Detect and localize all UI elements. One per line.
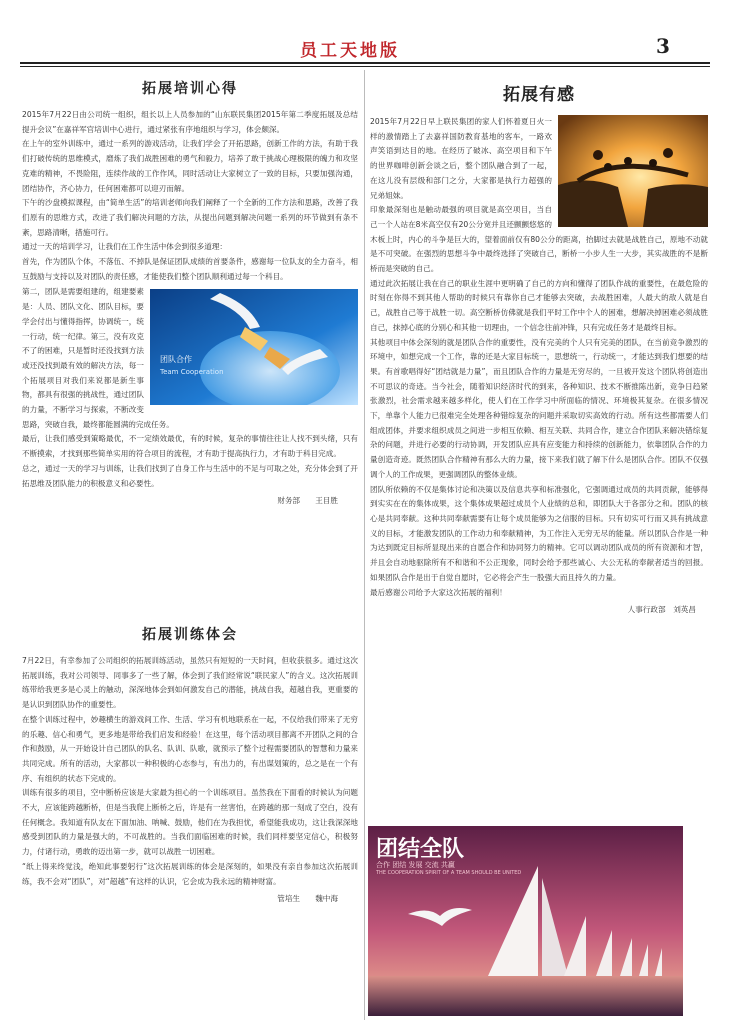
article-tuozhan-yougan bbox=[370, 78, 708, 615]
author-signature: 管培生 魏中海 bbox=[277, 894, 338, 904]
article-tuozhan-xunlian bbox=[22, 620, 358, 904]
paragraph: 7月22日，有幸参加了公司组织的拓展训练活动，虽然只有短短的一天时间，但收获很多。通过这次拓展训练，我对公司领导、同事多了一些了解，体会到了我们经常说“联民家人”的含义。这次拓展训练带给我更多是心灵上的触动，深深地体会到如何激发自己的潜能，挑战自我，超越自我，更重要的是认识到团队协作的重要性。 bbox=[22, 656, 358, 710]
header-rule-thin bbox=[20, 66, 710, 67]
paragraph: 训练有很多的项目，空中断桥应该是大家最为担心的一个训练项目。虽然我在下面看的时候认为问题不大，应该能跨越断桥，但是当我爬上断桥之后，许是有一丝害怕，在跨越的那一刻成了空白，没有任何概念。我知道有队友在下面加油、呐喊、鼓励，他们在为我担忧，希望能我成功，这让我深深地感受到团队的力量是强大的，不可战胜的。当我们面临困难的时候，我们同样要坚定信心，积极努力，付诸行动，勇敢的迈出第一步，就可以战胜一切困难。 bbox=[22, 788, 358, 857]
article-title: 拓展培训心得 bbox=[142, 81, 238, 97]
article-body bbox=[22, 654, 358, 889]
article-body bbox=[370, 115, 708, 600]
paragraph: 首先，作为团队个体，不落伍、不掉队是保证团队成绩的首要条件，感谢每一位队友的全力奋斗，相互鼓励与支持以及对团队的责任感，才能使我们整个团队顺利通过每一个科目。 bbox=[22, 257, 358, 281]
header-rule bbox=[20, 62, 710, 64]
paragraph: 2015年7月22日早上联民集团的家人们怀着夏日火一样的激情踏上了去嘉祥国防教育基地的客车，一路欢声笑语到达目的地。在经历了破冰、高空项目和下午的世界咖啡创新会谈之后，整个团队融合到了一起，在这儿没有层级和部门之分，大家都是执行力超强的兄弟姐妹。 bbox=[370, 117, 552, 200]
paragraph: 团队所依赖的不仅是集体讨论和决策以及信息共享和标准强化，它强调通过成员的共同贡献，能够得到实实在在的集体成果，这个集体成果超过成员个人业绩的总和，即团队大于各部分之和。团队的核心是共同奉献。这种共同奉献需要有让每个成员能够为之信服的目标。只有切实可行而又具有挑战意义的目标，才能激发团队的工作动力和奉献精神，为工作注入无穷无尽的能量。所以团队合作是一种为达到既定目标所显现出来的自愿合作和协同努力的精神。它可以调动团队成员的所有资源和才智，并且会自动地驱除所有不和谐和不公正现象，同时会给予那些诚心、大公无私的奉献者适当的回报。如果团队合作是出于自觉自愿时，它必将会产生一股强大而且持久的力量。 bbox=[370, 484, 708, 582]
article-body bbox=[22, 108, 358, 491]
poster-subtitle: 合作 团结 发展 交流 共赢 bbox=[376, 861, 455, 869]
paragraph: 通过此次拓展让我在自己的职业生涯中更明确了自己的方向和懂得了团队作战的重要性，在最危险的时刻在你得不到其他人帮助的时候只有靠你自己才能够去突破，去战胜困难，人最大的敌人就是自己，战胜自己等于战胜一切。高空断桥仿佛就是我们平时工作中个人的困难，想解决掉困难必须战胜自己，抹掉心底的分别心和其他一切理由，一个信念往前冲锋，只有完成任务才是最终目标。 bbox=[370, 278, 708, 332]
team-cooperation-image bbox=[150, 289, 358, 405]
paragraph: 最后，让我们感受到策略最优，不一定绩效最优，有的时候，复杂的事情往往让人找不到头绪，只有不断摸索，才找到那些简单实用的符合项目的流程，才有助于提高执行力，才有助于科目完成。 bbox=[22, 434, 358, 459]
paragraph: 其他项目中体会深刻的就是团队合作的重要性，没有完美的个人只有完美的团队，在当前竞争激烈的环境中，如想完成一个工作，靠的还是大家目标统一，思想统一，行动统一，才能达到我们想要的结果。有首歌唱得好“团结就是力量”，而且团队合作的力量是无穷尽的，一旦被开发这个团队将创造出不可思议的奇迹。当今社会，随着知识经济时代的到来，各种知识、技术不断推陈出新，竞争日趋紧张激烈，社会需求越来越多样化，使人们在工作学习中所面临的情况、环境极其复杂。在很多情况下，单靠个人能力已很难完全处理各种错综复杂的问题并采取切实高效的行动。所有这些都需要人们组成团体，并要求组织成员之间进一步相互依赖、相互关联、共同合作，建立合作团队来解决错综复杂的问题，并进行必要的行动协调，开发团队应具有应变能力和持续的创新能力，依靠团队合作的力量创造奇迹。既然团队合作精神有那么大的力量，接下来我们就了解下什么是团队合作。团队不仅强调个人的工作成果，更强调团队的整体业绩。 bbox=[370, 337, 708, 479]
paragraph: 总之，通过一天的学习与训练，让我们找到了自身工作与生活中的不足与可取之处，充分体会到了开拓思维及团队能力的积极意义和必要性。 bbox=[22, 463, 358, 488]
page-number: 3 bbox=[656, 34, 670, 58]
article-title: 拓展有感 bbox=[503, 85, 575, 105]
image-caption-en: Team Cooperation bbox=[160, 368, 224, 377]
author-signature: 财务部 王目胜 bbox=[277, 496, 338, 506]
paragraph: 下午的沙盘模拟课程，由“简单生活”的培训老师向我们阐释了一个全新的工作方法和思路，改善了我们原有的思维方式，改进了我们解决问题的方法，从提出问题到解决问题一系列的环节做到有条不紊，思路清晰，措施可行。 bbox=[22, 198, 358, 237]
paragraph: 第二，团队是需要组建的，组建要素是：人员、团队文化、团队目标，要学会付出与懂得指挥，协调统一，统一行动，统一纪律。第三，没有攻克不了的困难，只是暂时还没找到方法或还没找到最有效的解决方法，每一个拓展项目对我们来说都是新生事物，都具有很强的挑战性，通过团队的力量，不断学习与探索，不断改变思路，突破自我，最终都能圆满的完成任务。 bbox=[22, 287, 174, 429]
poster-subtitle-en: THE COOPERATION SPIRIT OF A TEAM SHOULD BE UNITED bbox=[376, 870, 522, 876]
paragraph: 最后感谢公司给予大家这次拓展的福利！ bbox=[370, 587, 507, 597]
image-caption: 团队合作 bbox=[160, 355, 192, 365]
article-tuozhan-peixun bbox=[22, 72, 358, 506]
paragraph: “纸上得来终觉浅，绝知此事要躬行”这次拓展训练的体会是深刻的，如果没有亲自参加这次拓展训练，我不会对“团队”，对“超越”有这样的认识，它会成为我永远的精神财富。 bbox=[22, 861, 358, 886]
paragraph: 印象最深刻也是触动最强的项目就是高空项目，当自己一个人站在8米高空仅有20公分宽并且还颤颤悠悠的木板上时，内心的斗争是巨大的，望着面前仅有80公分的距离，抬脚过去就是战胜自己，原地不动就是不可突破。在强烈的思想斗争中最终选择了突破自己，断桥一小步人生一大步，其实战胜的不是断桥而是突破的自己。 bbox=[370, 205, 708, 274]
author-signature: 人事行政部 刘英昌 bbox=[627, 605, 696, 615]
paragraph: 在整个训练过程中，妙趣横生的游戏间工作、生活、学习有机地联系在一起，不仅给我们带来了无穷的乐趣、信心和勇气，更多地是带给我们启发和经验！在这里，每个活动项目都离不开团队之间的合作和鼓励，从一开始设计自己团队的队名、队训、队歌，就预示了整个过程需要团队的智慧和力量来共同完成。所有的活动，大家都以一种积极的心态参与，有出力的，有出谋划策的，总之是在一个有序、有组织的状态下完成的。 bbox=[22, 714, 358, 783]
ants-bridge-image bbox=[558, 115, 708, 227]
poster-title: 团结全队 bbox=[376, 837, 465, 862]
column-divider bbox=[364, 70, 365, 1020]
paragraph: 2015年7月22日由公司统一组织，组长以上人员参加的“山东联民集团2015年第二季度拓展及总结提升会议”在嘉祥军官培训中心进行，通过紧张有序地组织与学习，体会颇深。 bbox=[22, 110, 358, 134]
paragraph: 在上午的室外训练中，通过一系列的游戏活动，让我们学会了开拓思路，创新工作的方法，有助于我们打破传统的思维模式，磨炼了我们战胜困难的勇气和毅力，培养了敢于挑战心理极限的魄力和攻坚克难的精神，不畏险阻，连续作战的工作作风，同时活动让大家树立了一致的目标，只要加强沟通，团结协作，齐心协力，任何困难都可以迎刃而解。 bbox=[22, 139, 358, 193]
article-title: 拓展训练体会 bbox=[142, 627, 238, 643]
team-unity-poster bbox=[368, 826, 683, 1016]
newspaper-section-title: 员工天地版 bbox=[300, 41, 400, 61]
paragraph: 通过一天的培训学习，让我们在工作生活中体会到很多道理： bbox=[22, 242, 228, 252]
